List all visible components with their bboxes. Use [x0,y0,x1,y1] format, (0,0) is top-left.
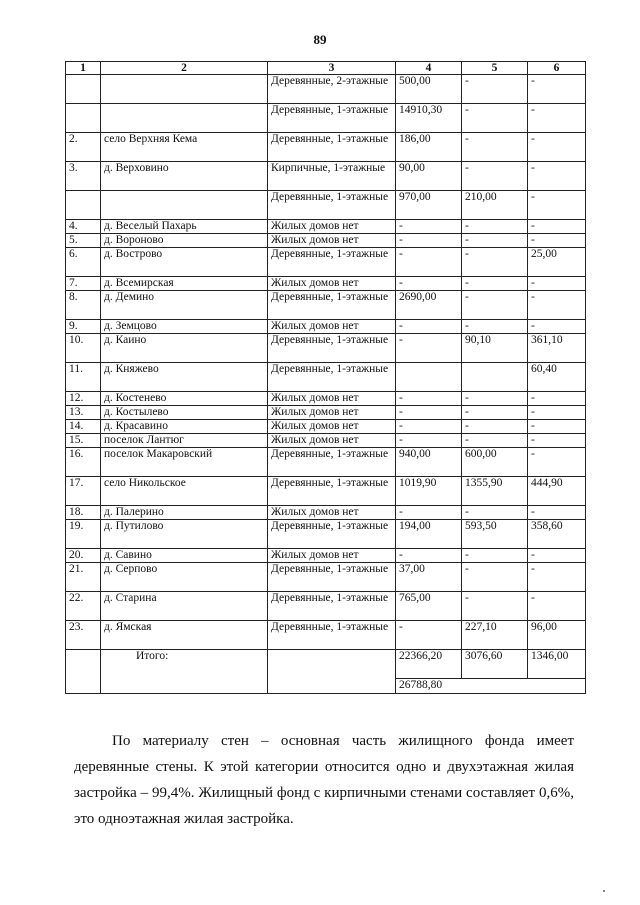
table-row [66,320,586,334]
settlement-name: село Верхняя Кема [101,133,268,162]
wall-type: Жилых домов нет [268,220,396,234]
table-row [66,277,586,291]
col6-value: - [528,191,586,220]
col5-value: - [462,434,528,448]
table-row [66,592,586,621]
wall-type: Жилых домов нет [268,549,396,563]
table-row [66,563,586,592]
col5-value: - [462,248,528,277]
wall-type: Деревянные, 1-этажные [268,363,396,392]
wall-type: Жилых домов нет [268,434,396,448]
table-row [66,133,586,162]
col6-value: - [528,448,586,477]
col5-value: 1355,90 [462,477,528,506]
settlement-name: д. Серпово [101,563,268,592]
settlement-name: д. Каино [101,334,268,363]
col6-value: - [528,104,586,133]
total-col4: 22366,20 [396,650,462,679]
total-cell-type [268,650,396,694]
wall-type: Деревянные, 1-этажные [268,191,396,220]
table-header-row [66,62,586,75]
row-number [66,75,101,104]
total-col6: 1346,00 [528,650,586,679]
col4-value: 500,00 [396,75,462,104]
column-header: 5 [462,62,528,75]
row-number: 14. [66,420,101,434]
row-number: 22. [66,592,101,621]
grand-total: 26788,80 [396,679,586,694]
row-number: 16. [66,448,101,477]
settlement-name: поселок Макаровский [101,448,268,477]
col5-value: - [462,592,528,621]
col6-value: - [528,549,586,563]
total-label: Итого: [101,650,268,694]
col4-value: 90,00 [396,162,462,191]
col5-value: - [462,291,528,320]
col4-value: - [396,334,462,363]
settlement-name: д. Вострово [101,248,268,277]
col6-value: - [528,506,586,520]
row-number: 2. [66,133,101,162]
wall-type: Жилых домов нет [268,506,396,520]
col4-value: - [396,320,462,334]
table-row [66,477,586,506]
row-number: 13. [66,406,101,420]
col6-value: - [528,291,586,320]
table-row [66,191,586,220]
col6-value: 361,10 [528,334,586,363]
col6-value: - [528,420,586,434]
col4-value: - [396,621,462,650]
wall-type: Деревянные, 1-этажные [268,448,396,477]
col6-value: - [528,392,586,406]
col6-value: 358,60 [528,520,586,549]
col5-value: - [462,320,528,334]
table-row [66,448,586,477]
body-paragraph-block [74,728,574,832]
col4-value: 186,00 [396,133,462,162]
wall-type: Деревянные, 1-этажные [268,621,396,650]
column-header: 6 [528,62,586,75]
wall-type: Жилых домов нет [268,320,396,334]
col5-value: - [462,75,528,104]
table-row [66,549,586,563]
col4-value: - [396,392,462,406]
table-row [66,621,586,650]
table-row [66,234,586,248]
settlement-name [101,191,268,220]
settlement-name: д. Путилово [101,520,268,549]
col5-value: 90,10 [462,334,528,363]
table-row [66,363,586,392]
table-row [66,520,586,549]
total-col5: 3076,60 [462,650,528,679]
settlement-name: д. Палерино [101,506,268,520]
col6-value: - [528,592,586,621]
row-number: 23. [66,621,101,650]
col4-value: - [396,420,462,434]
col4-value: - [396,549,462,563]
col6-value: - [528,220,586,234]
settlement-name: д. Савино [101,549,268,563]
row-number: 9. [66,320,101,334]
settlement-name: д. Княжево [101,363,268,392]
col4-value: - [396,234,462,248]
settlement-name [101,75,268,104]
total-row [66,650,586,679]
column-header: 3 [268,62,396,75]
row-number: 6. [66,248,101,277]
col6-value: - [528,434,586,448]
settlement-name: село Никольское [101,477,268,506]
row-number: 7. [66,277,101,291]
wall-type: Деревянные, 1-этажные [268,520,396,549]
col5-value: - [462,563,528,592]
col4-value: - [396,277,462,291]
row-number: 8. [66,291,101,320]
col4-value: - [396,406,462,420]
col5-value: - [462,104,528,133]
table-row [66,162,586,191]
row-number [66,104,101,133]
col4-value: 1019,90 [396,477,462,506]
settlement-name: поселок Лантюг [101,434,268,448]
col4-value: 765,00 [396,592,462,621]
col5-value: - [462,133,528,162]
col6-value: - [528,406,586,420]
wall-type: Кирпичные, 1-этажные [268,162,396,191]
table-row [66,434,586,448]
table-row [66,420,586,434]
column-header: 1 [66,62,101,75]
col5-value: - [462,420,528,434]
wall-type: Деревянные, 2-этажные [268,75,396,104]
table-row [66,291,586,320]
col5-value: 600,00 [462,448,528,477]
settlement-name: д. Красавино [101,420,268,434]
col5-value: - [462,162,528,191]
row-number: 20. [66,549,101,563]
table-row [66,506,586,520]
row-number: 10. [66,334,101,363]
col4-value: 37,00 [396,563,462,592]
body-paragraph: По материалу стен – основная часть жилищного фонда имеет деревянные стены. К этой категории относится одно и двухэтажная жилая застройка – 99,4%. Жилищный фонд с кирпичными стенами составляет 0,6%, это одноэтажная жилая застройка. [74,733,574,827]
table-row [66,248,586,277]
column-header: 4 [396,62,462,75]
table-body [66,75,586,650]
wall-type: Жилых домов нет [268,392,396,406]
col5-value: - [462,506,528,520]
wall-type: Жилых домов нет [268,406,396,420]
scan-dot [603,890,605,892]
settlement-name: д. Вороново [101,234,268,248]
col5-value: - [462,220,528,234]
col6-value: 96,00 [528,621,586,650]
wall-type: Деревянные, 1-этажные [268,291,396,320]
row-number: 12. [66,392,101,406]
col6-value: 25,00 [528,248,586,277]
row-number: 19. [66,520,101,549]
table-row [66,104,586,133]
settlement-name: д. Земцово [101,320,268,334]
row-number: 4. [66,220,101,234]
row-number: 15. [66,434,101,448]
settlement-name: д. Костенево [101,392,268,406]
row-number [66,191,101,220]
row-number: 17. [66,477,101,506]
row-number: 11. [66,363,101,392]
row-number: 5. [66,234,101,248]
col4-value: - [396,434,462,448]
col6-value: - [528,277,586,291]
col4-value: 940,00 [396,448,462,477]
row-number: 3. [66,162,101,191]
table-row [66,392,586,406]
col6-value: - [528,563,586,592]
col6-value: - [528,75,586,104]
col6-value: - [528,234,586,248]
page-number: 89 [313,32,327,47]
wall-type: Деревянные, 1-этажные [268,334,396,363]
col4-value: 194,00 [396,520,462,549]
row-number: 21. [66,563,101,592]
housing-stock-table [65,61,586,694]
col4-value [396,363,462,392]
col5-value: - [462,392,528,406]
settlement-name: д. Старина [101,592,268,621]
wall-type: Деревянные, 1-этажные [268,104,396,133]
col4-value: 2690,00 [396,291,462,320]
col4-value: 970,00 [396,191,462,220]
col4-value: - [396,506,462,520]
wall-type: Жилых домов нет [268,277,396,291]
wall-type: Деревянные, 1-этажные [268,592,396,621]
settlement-name: д. Демино [101,291,268,320]
settlement-name: д. Костылево [101,406,268,420]
settlement-name: д. Всемирская [101,277,268,291]
col5-value: - [462,549,528,563]
table-row [66,75,586,104]
col6-value: - [528,320,586,334]
col6-value: 60,40 [528,363,586,392]
table-row [66,334,586,363]
wall-type: Деревянные, 1-этажные [268,477,396,506]
col5-value: - [462,277,528,291]
column-header: 2 [101,62,268,75]
col5-value: 227,10 [462,621,528,650]
row-number: 18. [66,506,101,520]
wall-type: Деревянные, 1-этажные [268,248,396,277]
col6-value: 444,90 [528,477,586,506]
settlement-name: д. Ямская [101,621,268,650]
settlement-name [101,104,268,133]
col6-value: - [528,133,586,162]
col4-value: - [396,220,462,234]
wall-type: Жилых домов нет [268,234,396,248]
col5-value [462,363,528,392]
col5-value: - [462,234,528,248]
col5-value: 593,50 [462,520,528,549]
wall-type: Жилых домов нет [268,420,396,434]
col4-value: - [396,248,462,277]
table-row [66,220,586,234]
settlement-name: д. Веселый Пахарь [101,220,268,234]
col4-value: 14910,30 [396,104,462,133]
col5-value: 210,00 [462,191,528,220]
settlement-name: д. Верховино [101,162,268,191]
table-row [66,406,586,420]
col6-value: - [528,162,586,191]
wall-type: Деревянные, 1-этажные [268,133,396,162]
wall-type: Деревянные, 1-этажные [268,563,396,592]
col5-value: - [462,406,528,420]
total-cell-index [66,650,101,694]
